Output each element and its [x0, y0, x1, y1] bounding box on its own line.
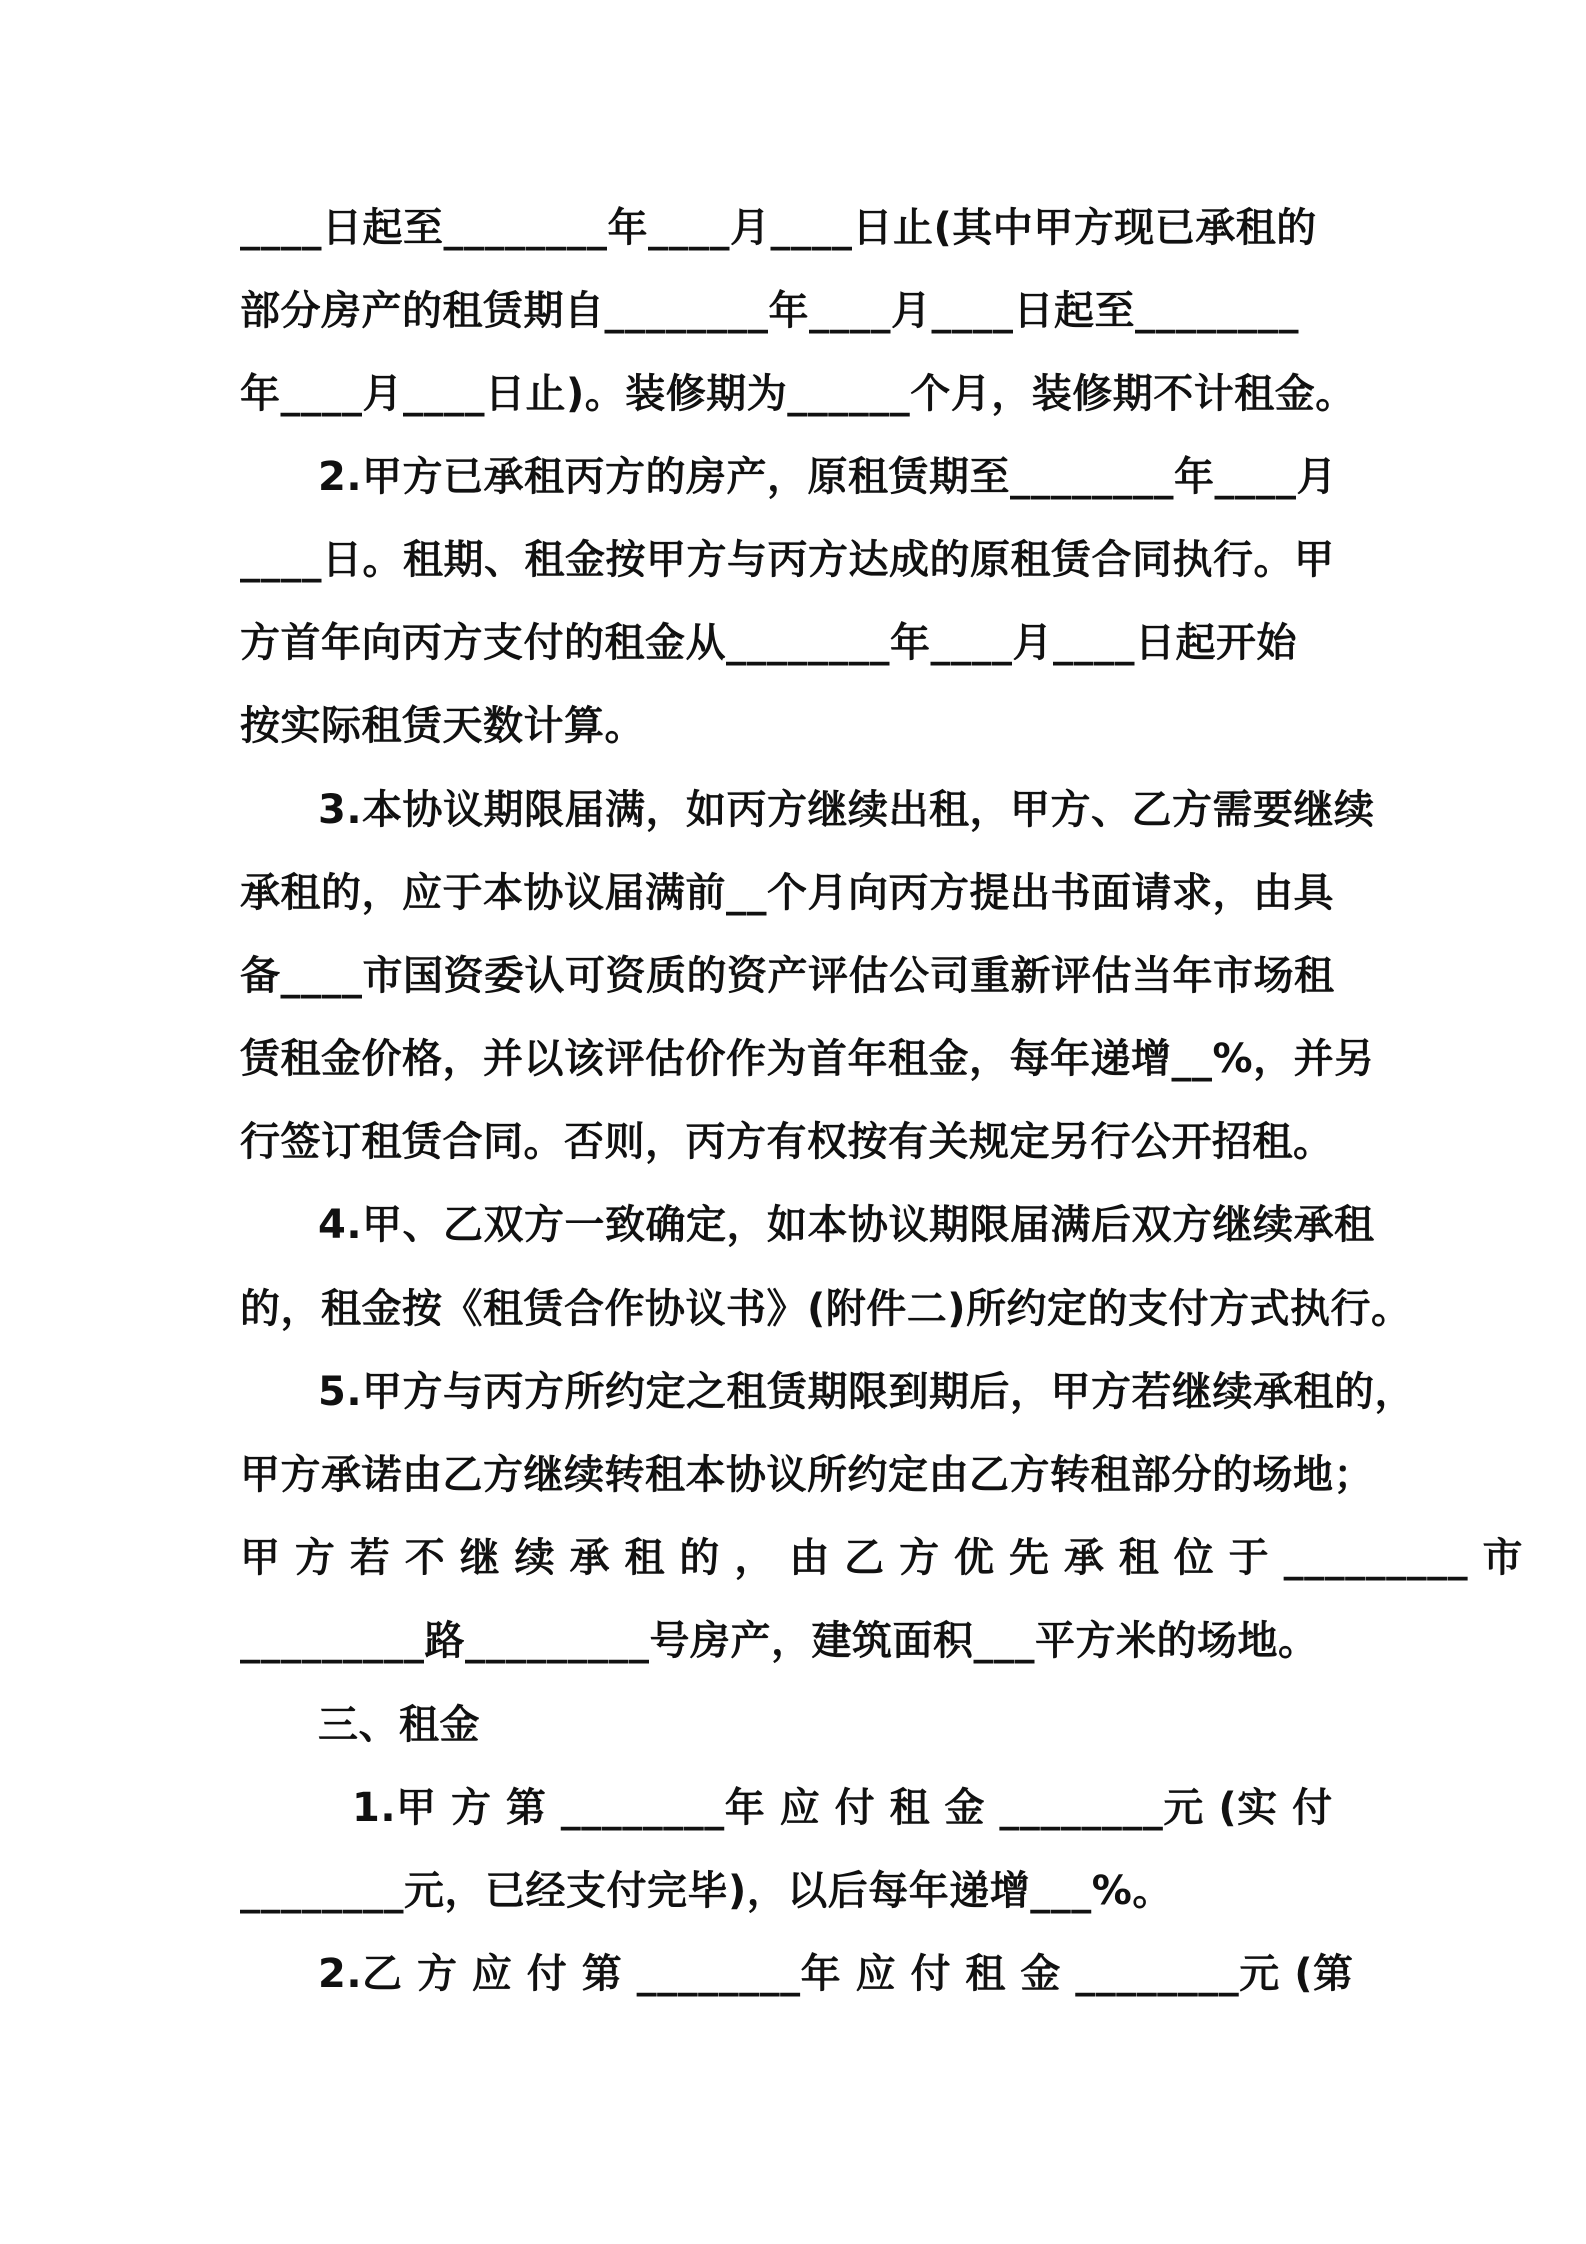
text-line-22: 2.乙 方 应 付 第 ________年 应 付 租 金 ________元 (第 — [318, 1951, 1354, 1997]
text-line-9: 承租的，应于本协议届满前__个月向丙方提出书面请求，由具 — [240, 870, 1334, 916]
text-line-8: 3.本协议期限届满，如丙方继续出租，甲方、乙方需要继续 — [318, 787, 1375, 833]
text-line-20: 1.甲 方 第 ________年 应 付 租 金 ________元 (实 付 — [352, 1785, 1333, 1831]
text-line-13: 4.甲、乙双方一致确定，如本协议期限届满后双方继续承租 — [318, 1202, 1375, 1248]
section-heading-rent: 三、租金 — [318, 1702, 480, 1748]
text-line-21: ________元，已经支付完毕)，以后每年递增___%。 — [240, 1868, 1173, 1914]
text-line-18: _________路_________号房产，建筑面积___平方米的场地。 — [240, 1618, 1319, 1664]
text-line-17: 甲 方 若 不 继 续 承 租 的 ， 由 乙 方 优 先 承 租 位 于 _________ 市 — [240, 1535, 1524, 1581]
text-line-12: 行签订租赁合同。否则，丙方有权按有关规定另行公开招租。 — [240, 1119, 1334, 1165]
text-line-3: 年____月____日止)。装修期为______个月，装修期不计租金。 — [240, 371, 1356, 417]
text-line-5: ____日。租期、租金按甲方与丙方达成的原租赁合同执行。甲 — [240, 537, 1335, 583]
text-line-2: 部分房产的租赁期自________年____月____日起至________ — [240, 288, 1299, 334]
text-line-15: 5.甲方与丙方所约定之租赁期限到期后，甲方若继续承租的， — [318, 1369, 1416, 1415]
text-line-16: 甲方承诺由乙方继续转租本协议所约定由乙方转租部分的场地； — [240, 1452, 1374, 1498]
text-line-14: 的，租金按《租赁合作协议书》(附件二)所约定的支付方式执行。 — [240, 1286, 1412, 1332]
text-line-11: 赁租金价格，并以该评估价作为首年租金，每年递增__%，并另 — [240, 1036, 1375, 1082]
text-line-4: 2.甲方已承租丙方的房产，原租赁期至________年____月 — [318, 454, 1338, 500]
text-line-10: 备____市国资委认可资质的资产评估公司重新评估当年市场租 — [240, 953, 1335, 999]
text-line-6: 方首年向丙方支付的租金从________年____月____日起开始 — [240, 620, 1297, 666]
text-line-1: ____日起至________年____月____日止(其中甲方现已承租的 — [240, 205, 1317, 251]
text-line-7: 按实际租赁天数计算。 — [240, 703, 645, 749]
